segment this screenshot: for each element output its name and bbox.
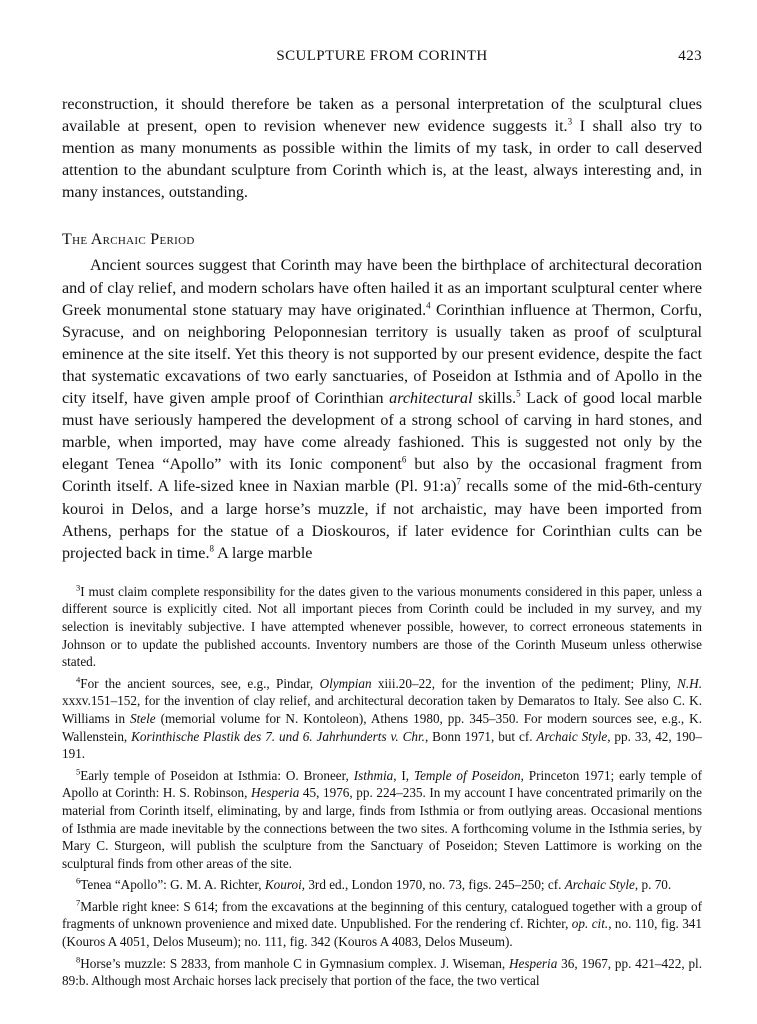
footnote-3: $^3$I must claim complete responsibility for the dates given to the various monuments considered in this paper, unless a different source is explicitly cited. Not all important pieces from Corinth could be included in my survey, and my selection is inevitably subjective. I have attempted whenever possible, however, to correct erroneous statements in Johnson or to update the published accounts. Inventory numbers are those of the Corinth Museum unless otherwise stated. — [62, 582, 702, 670]
paragraph-archaic: Ancient sources suggest that Corinth may have been the birthplace of architectural decoration and of clay relief, and modern scholars have often hailed it as an important sculptural center where Greek monumental stone statuary may have originated.$^4$ Corinthian influence at Thermon, Corfu, Syracuse, and on neighboring Peloponnesian territory is usually taken as proof of sculptural eminence at the site itself. Yet this theory is not supported by our present evidence, despite the fact that systematic excavations of two early sanctuaries, of Poseidon at Isthmia and of Apollo in the city itself, have given ample proof of Corinthian architectural skills.$^5$ Lack of good local marble must have seriously hampered the development of a strong school of carving in hard stones, and marble, when imported, may have come already fashioned. This is suggested not only by the elegant Tenea “Apollo” with its Ionic component$^6$ but also by the occasional fragment from Corinth itself. A life-sized knee in Naxian marble (Pl. 91:a)$^7$ recalls some of the mid-6th-century kouroi in Delos, and a large horse’s muzzle, if not archaistic, may have been imported from Athens, perhaps for the statue of a Dioskouros, if later evidence for Corinthian cults can be projected back in time.$^8$ A large marble — [62, 257, 702, 562]
footnote-ref: 6 — [401, 454, 407, 465]
footnote-ref: 7 — [456, 477, 461, 488]
page-number: 423 — [678, 48, 702, 64]
main-text — [62, 94, 702, 565]
footnote-ref: 8 — [209, 543, 214, 554]
footnote-4: $^4$For the ancient sources, see, e.g., Pindar, Olympian xiii.20–22, for the invention of the pediment; Pliny, N.H. xxxv.151–152, for the invention of clay relief, and architectural decoration taken by Demaratos to Italy. See also C. K. Williams in Stele (memorial volume for N. Kontoleon), Athens 1980, pp. 345–350. For modern sources see, e.g., K. Wallenstein, Korinthische Plastik des 7. und 6. Jahrhunderts v. Chr., Bonn 1971, but cf. Archaic Style, pp. 33, 42, 190–191. — [62, 674, 703, 762]
footnotes — [62, 583, 702, 990]
footnote-7: $^7$Marble right knee: S 614; from the excavations at the beginning of this century, catalogued together with a group of fragments of unknown provenience and mixed date. Unpublished. For the rendering cf. Richter, op. cit., no. 110, fig. 341 (Kouros A 4051, Delos Museum); no. 111, fig. 342 (Kouros A 4083, Delos Museum). — [62, 897, 702, 950]
running-title: SCULPTURE FROM CORINTH — [276, 48, 488, 64]
section-heading: The Archaic Period — [62, 231, 195, 249]
document-page — [62, 48, 702, 994]
footnote-ref: 3 — [567, 116, 573, 127]
footnote-6: $^6$Tenea “Apollo”: G. M. A. Richter, Kouroi, 3rd ed., London 1970, no. 73, figs. 245–250; cf. Archaic Style, p. 70. — [76, 875, 672, 893]
footnote-5: $^5$Early temple of Poseidon at Isthmia: O. Broneer, Isthmia, I, Temple of Poseidon, Princeton 1971; early temple of Apollo at Corinth: H. S. Robinson, Hesperia 45, 1976, pp. 224–235. In my account I have concentrated primarily on the material from Corinth itself, eliminating, by and large, finds from Isthmia or from outlying areas. Occasional mentions of Isthmia are made inevitable by the connections between the two sites. A forthcoming volume in the Isthmia series, by Mary C. Sturgeon, will publish the sculpture from the Sanctuary of Poseidon; Steven Lattimore is working on the sculptural finds from other areas of the site. — [62, 766, 703, 871]
footnote-8: $^8$Horse’s muzzle: S 2833, from manhole C in Gymnasium complex. J. Wiseman, Hesperia 36, 1967, pp. 421–422, pl. 89:b. Although most Archaic horses lack precisely that portion of the face, the two vertical — [62, 954, 702, 989]
running-header — [62, 48, 702, 72]
footnote-ref: 5 — [516, 388, 521, 399]
paragraph-continuation: reconstruction, it should therefore be taken as a personal interpretation of the sculptural clues available at present, open to revision whenever new evidence suggests it.$^3$ I shall also try to mention as many monuments as possible within the limits of my task, in order to call deserved attention to the abundant sculpture from Corinth which is, at the least, always interesting and, in many instances, outstanding. — [62, 96, 702, 202]
footnote-ref: 4 — [426, 300, 431, 311]
